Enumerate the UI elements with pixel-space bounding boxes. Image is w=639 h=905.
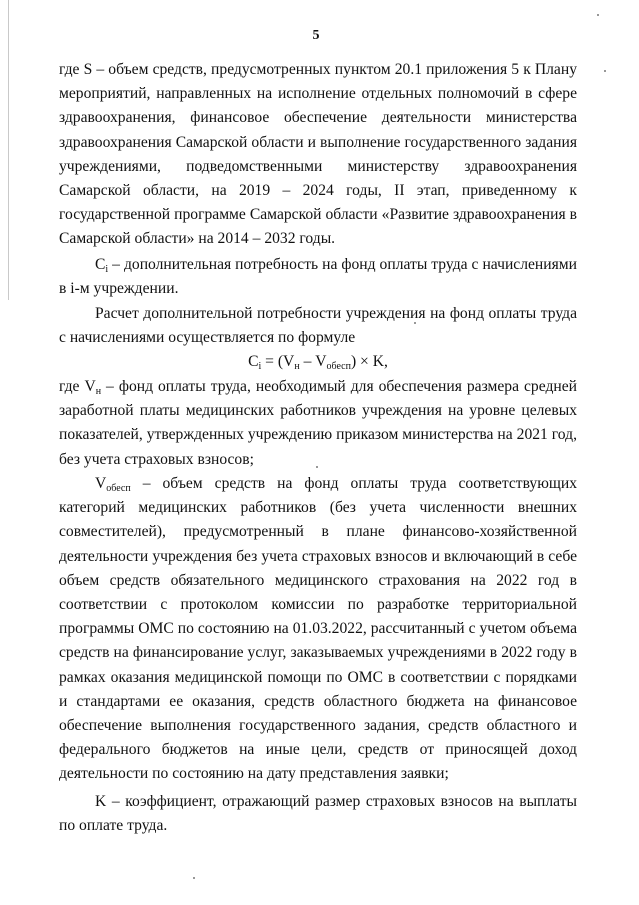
scan-speck	[193, 877, 195, 879]
paragraph-calculation-intro	[59, 302, 577, 350]
variable-subscript: н	[95, 386, 102, 397]
paragraph-definition-k	[59, 790, 577, 838]
scan-edge-mark	[8, 0, 9, 300]
paragraph-text: – дополнительная потребность на фонд оплаты труда с начислениями в i-м учреждении.	[59, 256, 577, 298]
variable-subscript: обесп	[106, 483, 131, 494]
scan-speck	[597, 14, 599, 16]
variable-symbol: C	[95, 256, 106, 273]
paragraph-text: – объем средств на фонд оплаты труда соответствующих категорий медицинских работников (без учета численности внешних совместителей), предусмотренный в плане финансово-хозяйственной деятельности учреждения без учета страховых взносов и включающий в себе объем средств обязательного медицинского страхования на 2022 год в соответствии с протоколом комиссии по разработке территориальной программы ОМС по состоянию на 01.03.2022, рассчитанный с учетом объема средств на финансирование услуг, заказываемых учреждениями в 2022 году в рамках оказания медицинской помощи по ОМС в соответствии с порядками и стандартами ее оказания, средств областного бюджета на финансовое обеспечение выполнения государственного задания, средств областного и федерального бюджетов на иные цели, средств от приносящей доход деятельности по состоянию на дату представления заявки;	[59, 475, 577, 783]
paragraph-definition-s	[59, 58, 577, 252]
paragraph-text: где S – объем средств, предусмотренных пунктом 20.1 приложения 5 к Плану мероприятий, направленных на исполнение отдельных полномочий в сфере здравоохранения, финансовое обеспечение деятельности министерства здравоохранения Самарской области и выполнение государственного задания учреждениями, подведомственными министерству здравоохранения Самарской области, на 2019 – 2024 годы, II этап, приведенному к государственной программе Самарской области «Развитие здравоохранения в Самарской области» на 2014 – 2032 годы.	[59, 61, 577, 248]
paragraph-text: K – коэффициент, отражающий размер страховых взносов на выплаты по оплате труда.	[59, 793, 577, 835]
paragraph-definition-ci	[59, 253, 577, 301]
variable-symbol: V	[95, 475, 107, 492]
page-number: 5	[312, 28, 320, 43]
paragraph-definition-vn	[59, 375, 577, 472]
paragraph-text: Расчет дополнительной потребности учреждения на фонд оплаты труда с начислениями осуществляется по формуле	[59, 305, 577, 347]
paragraph-text: – фонд оплаты труда, необходимый для обеспечения размера средней заработной платы медицинских работников учреждения на уровне целевых показателей, утвержденных учреждению приказом министерства на 2021 год, без учета страховых взносов;	[59, 378, 577, 468]
variable-symbol: где V	[59, 378, 96, 395]
variable-subscript: i	[105, 264, 109, 275]
paragraph-definition-vobesp	[59, 472, 577, 787]
formula: $C_i = (V_н - V_{обесп}) \times K$,	[248, 353, 388, 372]
scan-speck	[604, 70, 606, 72]
